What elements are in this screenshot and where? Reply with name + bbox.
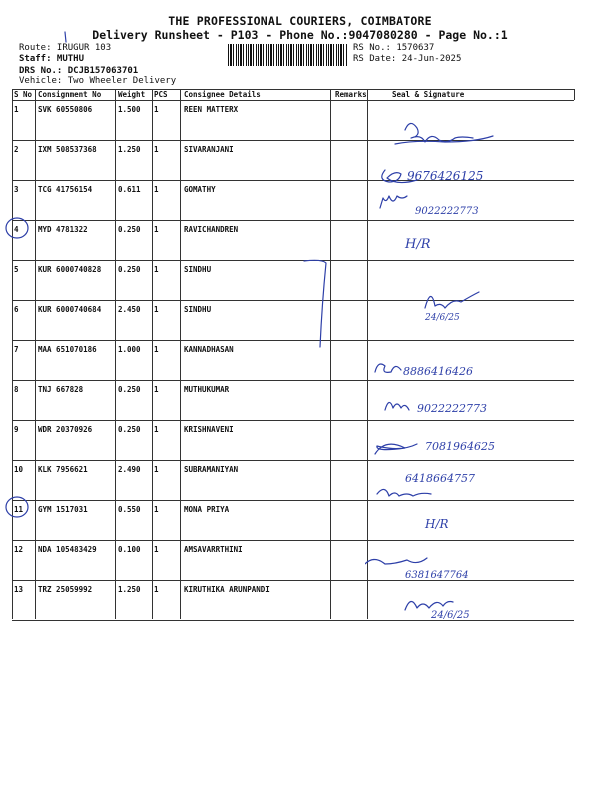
cell-consignment: NDA 105483429	[38, 545, 97, 554]
handwritten-phone-row9: 7081964625	[425, 440, 495, 453]
circle-mark-row11	[2, 493, 32, 521]
cell-weight: 0.250	[118, 385, 141, 394]
cell-pcs: 1	[154, 305, 159, 314]
cell-consignee: GOMATHY	[184, 185, 216, 194]
cell-consignment: SVK 60550806	[38, 105, 93, 114]
cell-weight: 0.611	[118, 185, 141, 194]
drs-label: DRS No.: DCJB157063701	[19, 66, 139, 76]
col-header-seal: Seal & Signature	[392, 90, 465, 99]
cell-sno: 11	[14, 505, 24, 514]
cell-pcs: 1	[154, 385, 159, 394]
cell-weight: 0.550	[118, 505, 141, 514]
cell-consignment: KUR 6000740684	[38, 305, 102, 314]
cell-consignment: IXM 508537368	[38, 145, 97, 154]
cell-weight: 0.100	[118, 545, 141, 554]
cell-consignment: TRZ 25059992	[38, 585, 93, 594]
cell-sno: 5	[14, 265, 19, 274]
cell-consignment: MAA 651070186	[38, 345, 97, 354]
cell-consignment: TNJ 667828	[38, 385, 84, 394]
cell-sno: 8	[14, 385, 19, 394]
cell-sno: 9	[14, 425, 19, 434]
cell-sno: 3	[14, 185, 19, 194]
cell-sno: 4	[14, 225, 19, 234]
handwritten-date-row6: 24/6/25	[425, 313, 460, 323]
cell-consignee: AMSAVARRTHINI	[184, 545, 243, 554]
cell-pcs: 1	[154, 425, 159, 434]
cell-consignment: TCG 41756154	[38, 185, 93, 194]
handwritten-phone-row10: 6418664757	[405, 472, 475, 485]
cell-pcs: 1	[154, 505, 159, 514]
cell-pcs: 1	[154, 585, 159, 594]
signature-overlay	[365, 110, 575, 630]
cell-pcs: 1	[154, 105, 159, 114]
cell-consignee: SIVARANJANI	[184, 145, 234, 154]
circle-mark-row4	[2, 214, 32, 242]
cell-weight: 2.490	[118, 465, 141, 474]
handwritten-phone-row2: 9676426125	[407, 169, 484, 183]
cell-consignment: MYD 4781322	[38, 225, 88, 234]
handwritten-phone-row3: 9022222773	[415, 206, 479, 217]
cell-weight: 1.250	[118, 145, 141, 154]
cell-consignment: GYM 1517031	[38, 505, 88, 514]
col-header-remarks: Remarks	[335, 90, 367, 99]
handwritten-phone-row7: 8886416426	[403, 365, 473, 378]
cell-pcs: 1	[154, 225, 159, 234]
page-subtitle: Delivery Runsheet - P103 - Phone No.:9047080280 - Page No.:1	[92, 28, 508, 42]
handwritten-phone-row8: 9022222773	[417, 402, 487, 415]
cell-consignment: KUR 6000740828	[38, 265, 102, 274]
cell-pcs: 1	[154, 265, 159, 274]
rs-date: RS Date: 24-Jun-2025	[353, 54, 462, 64]
cell-consignee: MUTHUKUMAR	[184, 385, 230, 394]
cell-weight: 1.500	[118, 105, 141, 114]
cell-consignment: KLK 7956621	[38, 465, 88, 474]
cell-weight: 0.250	[118, 425, 141, 434]
page-title: THE PROFESSIONAL COURIERS, COIMBATORE	[168, 14, 432, 28]
route-label: Route: IRUGUR 103	[19, 43, 112, 53]
col-header-consignment: Consignment No	[38, 90, 102, 99]
cell-weight: 1.250	[118, 585, 141, 594]
handwritten-note-row4: H/R	[405, 237, 431, 252]
cell-consignee: KIRUTHIKA ARUNPANDI	[184, 585, 270, 594]
pen-bracket-mark	[300, 255, 340, 355]
cell-consignee: REEN MATTERX	[184, 105, 239, 114]
cell-sno: 12	[14, 545, 24, 554]
cell-sno: 2	[14, 145, 19, 154]
rs-number: RS No.: 1570637	[353, 43, 435, 53]
handwritten-phone-row12: 6381647764	[405, 570, 469, 581]
cell-consignee: RAVICHANDREN	[184, 225, 239, 234]
col-header-consignee: Consignee Details	[184, 90, 261, 99]
cell-sno: 13	[14, 585, 24, 594]
handwritten-date-row13: 24/6/25	[431, 610, 470, 621]
cell-sno: 6	[14, 305, 19, 314]
cell-consignee: SUBRAMANIYAN	[184, 465, 239, 474]
cell-weight: 1.000	[118, 345, 141, 354]
barcode	[228, 44, 348, 66]
handwritten-note-row11: H/R	[425, 517, 449, 531]
cell-consignee: KRISHNAVENI	[184, 425, 234, 434]
cell-weight: 0.250	[118, 265, 141, 274]
cell-pcs: 1	[154, 145, 159, 154]
cell-sno: 7	[14, 345, 19, 354]
cell-consignment: WDR 20370926	[38, 425, 93, 434]
pen-tick-mark	[62, 30, 72, 44]
cell-consignee: KANNADHASAN	[184, 345, 234, 354]
vehicle-label: Vehicle: Two Wheeler Delivery	[19, 76, 177, 86]
col-header-pcs: PCS	[154, 90, 168, 99]
cell-sno: 10	[14, 465, 24, 474]
cell-pcs: 1	[154, 465, 159, 474]
staff-label: Staff: MUTHU	[19, 54, 85, 64]
col-header-sno: S No	[14, 90, 33, 99]
cell-pcs: 1	[154, 345, 159, 354]
cell-consignee: MONA PRIYA	[184, 505, 230, 514]
col-header-weight: Weight	[118, 90, 146, 99]
cell-pcs: 1	[154, 545, 159, 554]
cell-weight: 2.450	[118, 305, 141, 314]
cell-sno: 1	[14, 105, 19, 114]
cell-weight: 0.250	[118, 225, 141, 234]
cell-consignee: SINDHU	[184, 305, 212, 314]
cell-consignee: SINDHU	[184, 265, 212, 274]
cell-pcs: 1	[154, 185, 159, 194]
